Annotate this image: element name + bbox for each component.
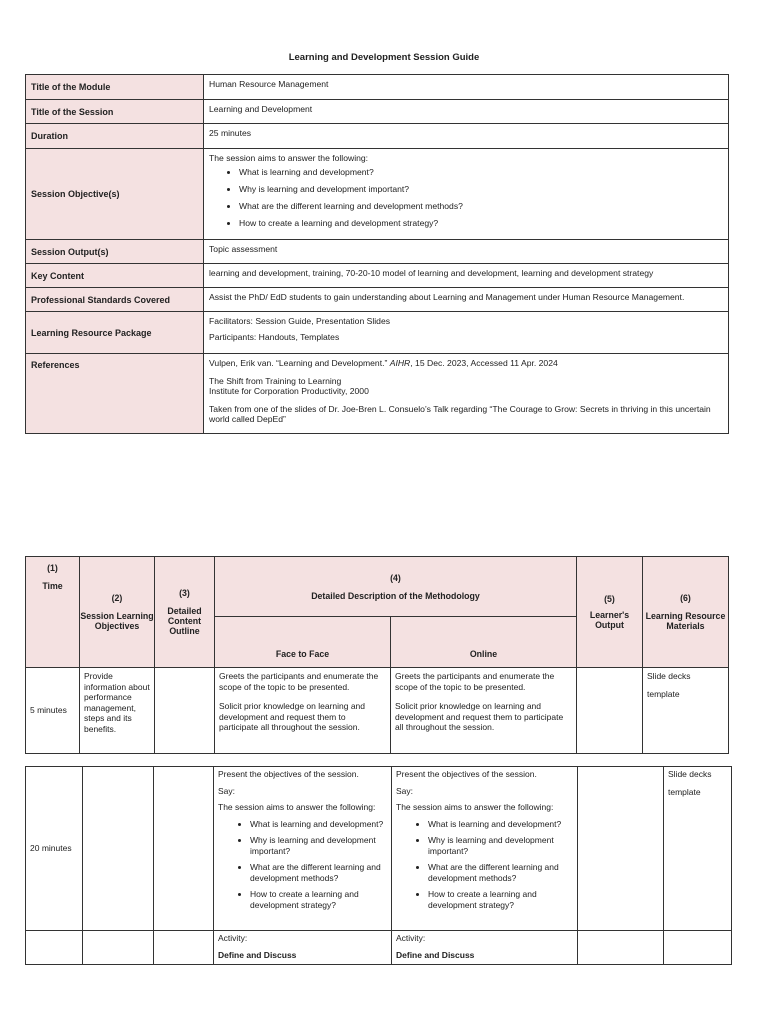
header-objectives	[80, 557, 155, 668]
face-objective-item: • What are the different learning and development methods?	[250, 862, 387, 884]
face-objective-item: • What is learning and development?	[250, 819, 387, 830]
methodology-table-continued	[25, 766, 732, 965]
online-objective-item: • What is learning and development?	[428, 819, 573, 830]
row-face-to-face	[214, 767, 392, 931]
face-intro: The session aims to answer the following:	[218, 802, 376, 812]
output-value: Topic assessment	[204, 240, 729, 264]
face-intro: Greets the participants and enumerate the scope of the topic to be presented.	[219, 671, 379, 692]
reference-1	[209, 358, 723, 368]
online-activity-name: Define and Discuss	[396, 949, 475, 960]
row-time: 20 minutes	[26, 767, 83, 931]
row-objectives	[83, 767, 154, 931]
duration-label: Duration	[26, 124, 204, 149]
session-title-value: Learning and Development	[204, 100, 729, 124]
online-objective-item: • How to create a learning and development strategy?	[428, 889, 573, 911]
online-prior-knowledge: Solicit prior knowledge on learning and development and request them to participate all throughout the session.	[395, 701, 564, 732]
duration-row	[26, 124, 729, 149]
methodology-header-row	[26, 557, 729, 617]
reference-3: Taken from one of the slides of Dr. Joe-Bren L. Consuelo’s Talk regarding “The Courage to Grow: Secrets in thriving in this uncertain world called DepEd”	[209, 404, 711, 424]
objective-item: • Why is learning and development important?	[239, 184, 723, 195]
objective-item: • How to create a learning and development strategy?	[239, 218, 723, 229]
resource-participants: Participants: Handouts, Templates	[209, 332, 340, 342]
row-learner-output	[578, 767, 664, 931]
module-label: Title of the Module	[26, 75, 204, 100]
key-content-row	[26, 264, 729, 288]
materials-slide-decks: Slide decks	[647, 671, 691, 681]
online-intro: The session aims to answer the following:	[396, 802, 554, 812]
methodology-row	[26, 767, 732, 931]
header-objectives-number: (2)	[111, 593, 123, 603]
row-content-outline	[154, 767, 214, 931]
reference-1-date: , 15 Dec. 2023, Accessed 11 Apr. 2024	[410, 358, 558, 368]
standards-row	[26, 288, 729, 312]
header-content	[155, 557, 215, 668]
reference-1-text: Vulpen, Erik van. “Learning and Development.”	[209, 358, 390, 368]
objectives-list	[209, 167, 723, 229]
module-value: Human Resource Management	[204, 75, 729, 100]
header-output-label: Learner's Output	[589, 610, 630, 630]
header-methodology	[215, 557, 577, 617]
online-activity-label: Activity:	[396, 933, 426, 943]
header-materials	[643, 557, 729, 668]
reference-2-line-1: The Shift from Training to Learning	[209, 376, 342, 386]
header-methodology-number: (4)	[390, 572, 401, 583]
header-time	[26, 557, 80, 668]
module-row	[26, 75, 729, 100]
materials-template: template	[668, 786, 701, 797]
online-say: Say:	[396, 785, 414, 796]
output-label: Session Output(s)	[26, 240, 204, 264]
header-output	[577, 557, 643, 668]
standards-value: Assist the PhD/ EdD students to gain understanding about Learning and Management under Human Resource Management.	[204, 288, 729, 312]
session-title-label: Title of the Session	[26, 100, 204, 124]
resource-label: Learning Resource Package	[26, 312, 204, 354]
materials-template: template	[647, 688, 680, 699]
key-content-value: learning and development, training, 70-20-10 model of learning and development, learning and development strategy	[204, 264, 729, 288]
face-objective-item: • How to create a learning and development strategy?	[250, 889, 387, 911]
row-content-outline	[155, 668, 215, 754]
header-materials-number: (6)	[680, 593, 691, 603]
row-learner-output	[578, 931, 664, 965]
online-objective-item: • Why is learning and development important?	[428, 835, 573, 857]
row-materials	[643, 668, 729, 754]
objectives-row	[26, 149, 729, 240]
header-objectives-label: Session Learning Objectives	[80, 611, 154, 631]
materials-slide-decks: Slide decks	[668, 769, 712, 779]
reference-1-source: AIHR	[389, 358, 411, 368]
objective-item: • What are the different learning and development methods?	[239, 201, 723, 212]
face-present: Present the objectives of the session.	[218, 769, 359, 779]
references-row	[26, 354, 729, 434]
face-activity-name: Define and Discuss	[218, 949, 297, 960]
activity-row	[26, 931, 732, 965]
header-time-number: (1)	[47, 563, 58, 573]
face-prior-knowledge: Solicit prior knowledge on learning and development and request them to participate all throughout the session.	[219, 701, 366, 732]
row-objectives: Provide information about performance management, steps and its benefits.	[80, 668, 155, 754]
methodology-table	[25, 556, 729, 754]
header-materials-label: Learning Resource Materials	[645, 611, 726, 631]
row-materials	[664, 767, 732, 931]
session-title-row	[26, 100, 729, 124]
row-face-to-face-activity	[214, 931, 392, 965]
row-face-to-face	[215, 668, 391, 754]
header-online: Online	[391, 617, 577, 668]
face-say: Say:	[218, 785, 236, 796]
header-content-label: Detailed Content Outline	[167, 606, 202, 636]
references-label: References	[26, 354, 204, 434]
online-present: Present the objectives of the session.	[396, 769, 537, 779]
objectives-intro: The session aims to answer the following:	[209, 153, 369, 163]
header-methodology-label: Detailed Description of the Methodology	[311, 590, 480, 601]
document-title: Learning and Development Session Guide	[288, 52, 480, 63]
online-intro: Greets the participants and enumerate the scope of the topic to be presented.	[395, 671, 555, 692]
row-objectives	[83, 931, 154, 965]
row-time	[26, 931, 83, 965]
header-face-to-face: Face to Face	[215, 617, 391, 668]
reference-2-line-2: Institute for Corporation Productivity, 2000	[209, 386, 369, 396]
methodology-row	[26, 668, 729, 754]
row-learner-output	[577, 668, 643, 754]
duration-value: 25 minutes	[204, 124, 729, 149]
row-materials	[664, 931, 732, 965]
objective-item: • What is learning and development?	[239, 167, 723, 178]
face-objectives-list	[218, 819, 387, 911]
row-time: 5 minutes	[26, 668, 80, 754]
standards-label: Professional Standards Covered	[26, 288, 204, 312]
resource-row	[26, 312, 729, 354]
row-online	[391, 668, 577, 754]
row-online-activity	[392, 931, 578, 965]
row-online	[392, 767, 578, 931]
row-content-outline	[154, 931, 214, 965]
resource-facilitators: Facilitators: Session Guide, Presentation Slides	[209, 316, 391, 326]
face-activity-label: Activity:	[218, 933, 248, 943]
header-time-label: Time	[42, 581, 63, 591]
header-output-number: (5)	[604, 594, 615, 604]
output-row	[26, 240, 729, 264]
face-objective-item: • Why is learning and development important?	[250, 835, 387, 857]
online-objective-item: • What are the different learning and development methods?	[428, 862, 573, 884]
session-info-table	[25, 74, 729, 434]
objectives-label: Session Objective(s)	[26, 149, 204, 240]
header-content-number: (3)	[179, 588, 190, 598]
key-content-label: Key Content	[26, 264, 204, 288]
online-objectives-list	[396, 819, 573, 911]
